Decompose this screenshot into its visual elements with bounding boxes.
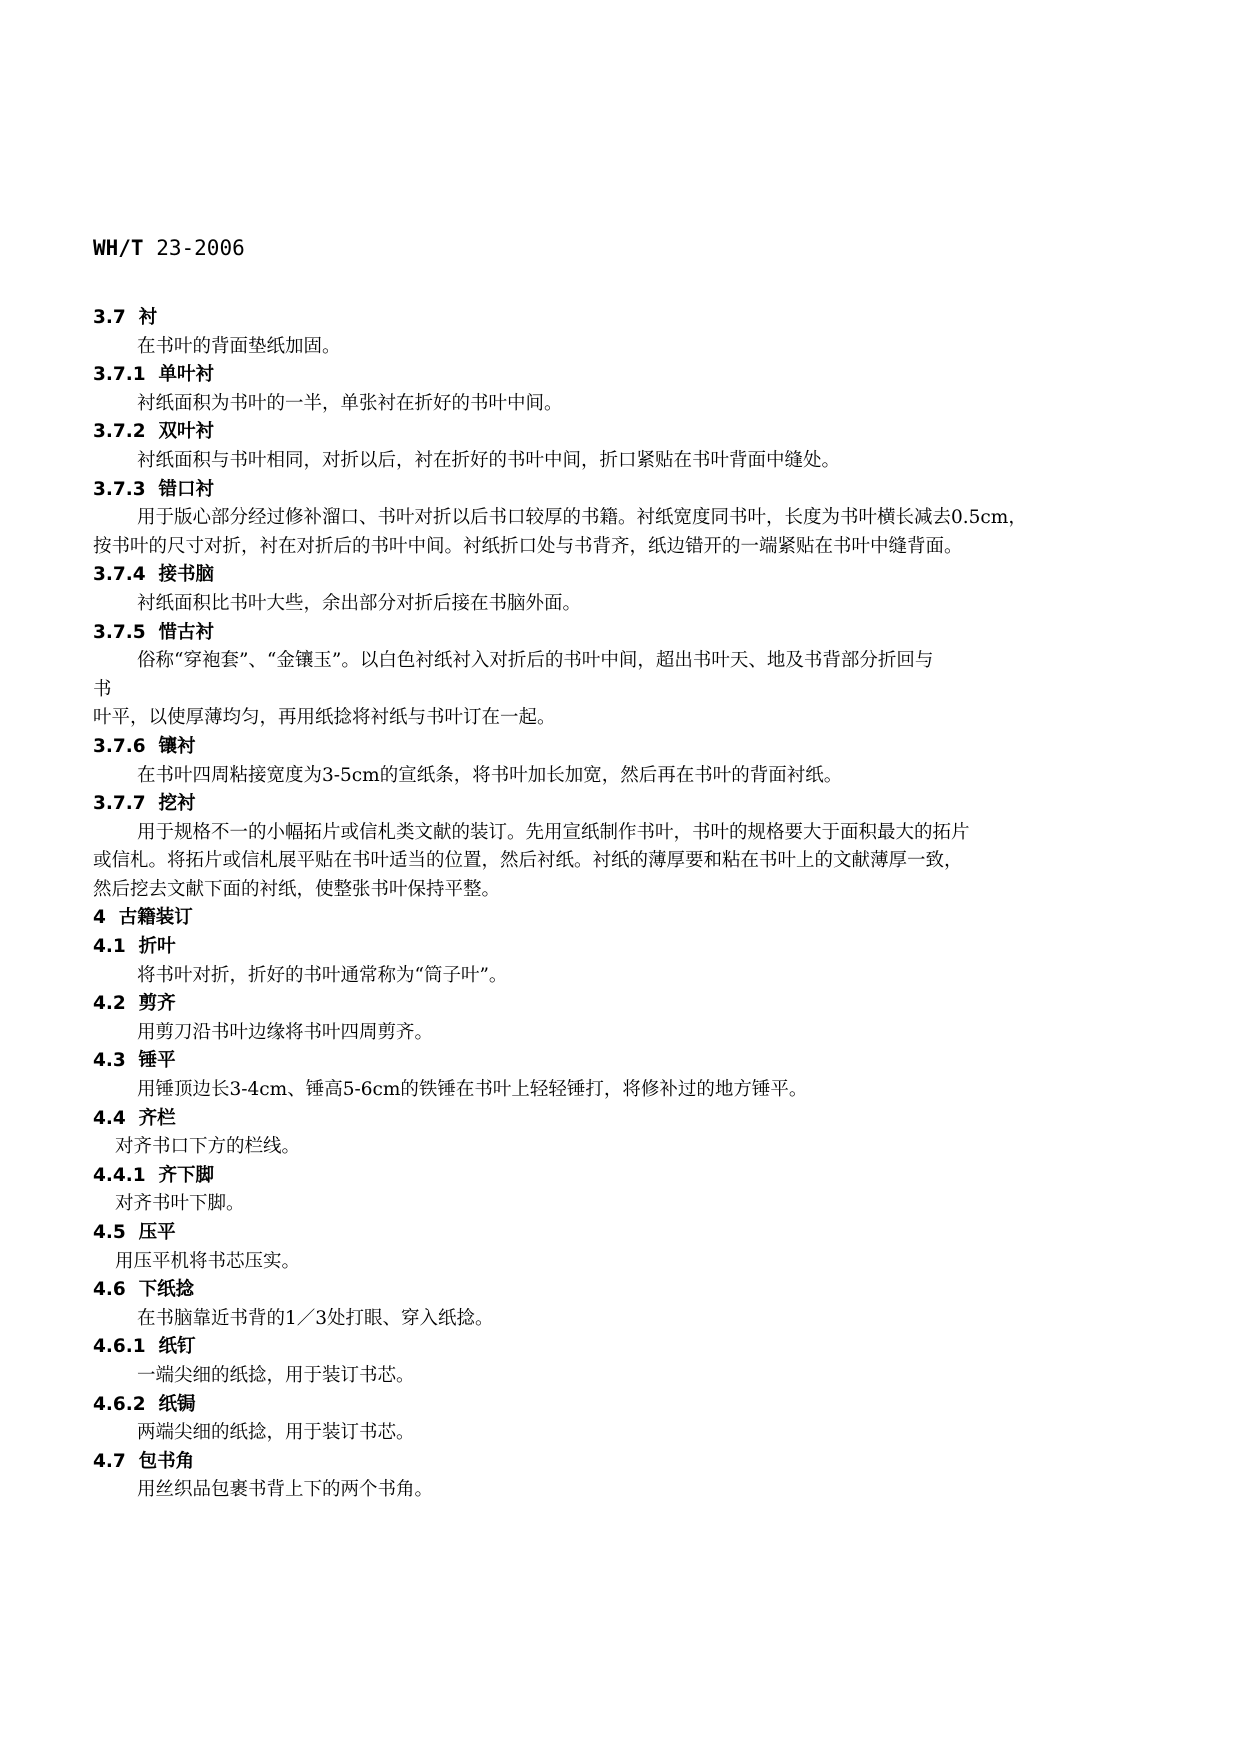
paragraph: 用于规格不一的小幅拓片或信札类文献的装订。先用宣纸制作书叶，书叶的规格要大于面积最大的拓片 [137, 821, 970, 843]
paragraph: 衬纸面积与书叶相同，对折以后，衬在折好的书叶中间，折口紧贴在书叶背面中缝处。 [137, 449, 841, 471]
chapter-heading: 4 古籍装订 [93, 907, 193, 929]
section-heading: 4.3 锤平 [93, 1050, 176, 1072]
paragraph: 对齐书叶下脚。 [115, 1193, 245, 1215]
section-heading: 4.6.2 纸锔 [93, 1393, 196, 1415]
document-body [93, 304, 1143, 1505]
paragraph: 用锤顶边长3-4cm、锤高5-6cm的铁锤在书叶上轻轻锤打，将修补过的地方锤平。 [137, 1079, 808, 1101]
paragraph: 衬纸面积为书叶的一半，单张衬在折好的书叶中间。 [137, 392, 563, 414]
paragraph-continued: 或信札。将拓片或信札展平贴在书叶适当的位置，然后衬纸。衬纸的薄厚要和粘在书叶上的文献薄厚一致， [93, 850, 963, 872]
section-heading: 4.4 齐栏 [93, 1107, 176, 1129]
paragraph-continued: 按书叶的尺寸对折，衬在对折后的书叶中间。衬纸折口处与书背齐，纸边错开的一端紧贴在书叶中缝背面。 [93, 535, 963, 557]
section-heading: 3.7.7 挖衬 [93, 793, 196, 815]
paragraph-continued: 书 [93, 678, 112, 700]
section-heading: 3.7 衬 [93, 307, 158, 328]
section-heading: 3.7.6 镶衬 [93, 735, 196, 757]
paragraph: 用压平机将书芯压实。 [115, 1250, 301, 1272]
paragraph: 用于版心部分经过修补溜口、书叶对折以后书口较厚的书籍。衬纸宽度同书叶，长度为书叶横长减去0.5cm， [137, 507, 1027, 529]
paragraph: 衬纸面积比书叶大些，余出部分对折后接在书脑外面。 [137, 592, 582, 614]
paragraph: 用剪刀沿书叶边缘将书叶四周剪齐。 [137, 1021, 434, 1043]
paragraph: 用丝织品包裹书背上下的两个书角。 [137, 1479, 434, 1501]
code-number: 23-2006 [156, 236, 245, 260]
section-heading: 3.7.3 错口衬 [93, 478, 215, 500]
paragraph: 一端尖细的纸捻，用于装订书芯。 [137, 1364, 415, 1386]
section-heading: 4.2 剪齐 [93, 993, 176, 1015]
paragraph: 两端尖细的纸捻，用于装订书芯。 [137, 1422, 415, 1444]
section-heading: 4.4.1 齐下脚 [93, 1164, 215, 1186]
paragraph: 在书叶四周粘接宽度为3-5cm的宣纸条，将书叶加长加宽，然后再在书叶的背面衬纸。 [137, 764, 843, 786]
paragraph: 将书叶对折，折好的书叶通常称为“筒子叶”。 [137, 964, 508, 986]
section-heading: 4.7 包书角 [93, 1450, 195, 1472]
paragraph: 对齐书口下方的栏线。 [115, 1136, 301, 1158]
section-heading: 3.7.5 惜古衬 [93, 621, 215, 643]
section-heading: 3.7.2 双叶衬 [93, 421, 215, 443]
paragraph: 在书叶的背面垫纸加固。 [137, 335, 341, 357]
document-code [93, 236, 245, 260]
paragraph-continued: 然后挖去文献下面的衬纸，使整张书叶保持平整。 [93, 878, 501, 900]
section-heading: 3.7.4 接书脑 [93, 564, 215, 586]
section-heading: 4.5 压平 [93, 1222, 176, 1243]
section-heading: 4.6 下纸捻 [93, 1279, 195, 1301]
code-prefix: WH/T [93, 236, 144, 260]
paragraph: 在书脑靠近书背的1／3处打眼、穿入纸捻。 [137, 1307, 494, 1329]
section-heading: 3.7.1 单叶衬 [93, 364, 215, 386]
section-heading: 4.1 折叶 [93, 936, 176, 958]
paragraph-continued: 叶平，以使厚薄均匀，再用纸捻将衬纸与书叶订在一起。 [93, 707, 556, 729]
paragraph: 俗称“穿袍套”、“金镶玉”。以白色衬纸衬入对折后的书叶中间，超出书叶天、地及书背部分折回与 [137, 650, 934, 672]
section-heading: 4.6.1 纸钉 [93, 1336, 196, 1358]
